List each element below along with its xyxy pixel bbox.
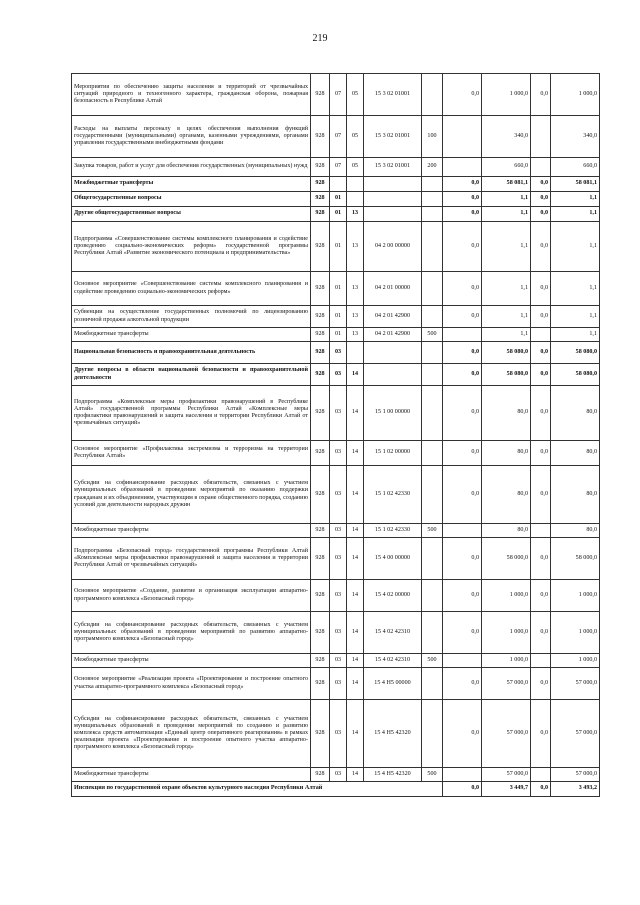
expense-type-cell [422, 192, 443, 207]
amount-4-cell: 80,0 [551, 466, 600, 524]
expense-type-cell [422, 441, 443, 466]
subsection-code-cell [347, 342, 364, 364]
subsection-code-cell [347, 192, 364, 207]
row-description: Основное мероприятие «Совершенствование системы комплексного планирования и содействие проведению социально-экономических реформ» [72, 272, 311, 306]
expense-type-cell: 500 [422, 328, 443, 342]
target-article-cell [364, 342, 422, 364]
amount-2-cell: 660,0 [482, 158, 531, 177]
admin-code-cell: 928 [311, 524, 330, 538]
amount-4-cell: 57 000,0 [551, 768, 600, 782]
amount-1-cell [443, 328, 482, 342]
subsection-code-cell: 14 [347, 654, 364, 668]
amount-2-cell: 1,1 [482, 192, 531, 207]
row-description: Инспекция по государственной охране объектов культурного наследия Республики Алтай [72, 782, 443, 797]
expense-type-cell [422, 342, 443, 364]
table-row-total [72, 782, 600, 797]
target-article-cell: 15 3 02 01001 [364, 158, 422, 177]
table-row [72, 768, 600, 782]
section-code-cell: 03 [330, 342, 347, 364]
admin-code-cell: 928 [311, 74, 330, 116]
subsection-code-cell: 14 [347, 612, 364, 654]
row-description: Основное мероприятие «Создание, развитие и организация эксплуатации аппаратно-программного комплекса «Безопасный город» [72, 580, 311, 612]
section-code-cell: 01 [330, 306, 347, 328]
target-article-cell: 15 4 02 00000 [364, 580, 422, 612]
row-description: Подпрограмма «Безопасный город» государственной программы Республики Алтай «Комплексные меры профилактики правонарушений и защита населения и территории Республики Алтай от чрезвычайных ситуаций» [72, 538, 311, 580]
section-code-cell: 03 [330, 668, 347, 700]
admin-code-cell: 928 [311, 116, 330, 158]
amount-3-cell: 0,0 [531, 668, 551, 700]
subsection-code-cell: 13 [347, 207, 364, 222]
amount-2-cell: 1,1 [482, 328, 531, 342]
table-row [72, 116, 600, 158]
subsection-code-cell: 13 [347, 272, 364, 306]
section-code-cell: 07 [330, 158, 347, 177]
amount-2-cell: 80,0 [482, 466, 531, 524]
table-row [72, 192, 600, 207]
target-article-cell [364, 207, 422, 222]
amount-2-cell: 57 000,0 [482, 768, 531, 782]
amount-4-cell: 3 493,2 [551, 782, 600, 797]
amount-1-cell: 0,0 [443, 192, 482, 207]
subsection-code-cell: 05 [347, 158, 364, 177]
subsection-code-cell [347, 177, 364, 192]
admin-code-cell: 928 [311, 177, 330, 192]
section-code-cell: 03 [330, 524, 347, 538]
table-row [72, 386, 600, 441]
admin-code-cell: 928 [311, 192, 330, 207]
amount-4-cell: 1,1 [551, 207, 600, 222]
amount-4-cell: 1 000,0 [551, 654, 600, 668]
table-row [72, 668, 600, 700]
row-description: Субвенции на осуществление государственных полномочий по лицензированию розничной продажи алкогольной продукции [72, 306, 311, 328]
subsection-code-cell: 14 [347, 538, 364, 580]
row-description: Межбюджетные трансферты [72, 328, 311, 342]
target-article-cell: 15 1 02 42330 [364, 466, 422, 524]
table-row [72, 272, 600, 306]
amount-1-cell: 0,0 [443, 364, 482, 386]
section-code-cell [330, 177, 347, 192]
amount-2-cell: 58 080,0 [482, 342, 531, 364]
subsection-code-cell: 13 [347, 328, 364, 342]
amount-4-cell: 1,1 [551, 272, 600, 306]
table-row [72, 328, 600, 342]
amount-3-cell: 0,0 [531, 342, 551, 364]
amount-3-cell: 0,0 [531, 538, 551, 580]
subsection-code-cell: 05 [347, 74, 364, 116]
table-row [72, 524, 600, 538]
subsection-code-cell: 14 [347, 441, 364, 466]
amount-3-cell: 0,0 [531, 177, 551, 192]
target-article-cell: 15 1 02 00000 [364, 441, 422, 466]
amount-4-cell: 58 080,0 [551, 364, 600, 386]
section-code-cell: 01 [330, 192, 347, 207]
expense-type-cell [422, 272, 443, 306]
row-description: Межбюджетные трансферты [72, 654, 311, 668]
expense-type-cell [422, 612, 443, 654]
amount-1-cell: 0,0 [443, 612, 482, 654]
table-row [72, 74, 600, 116]
target-article-cell [364, 177, 422, 192]
amount-3-cell: 0,0 [531, 612, 551, 654]
admin-code-cell: 928 [311, 328, 330, 342]
section-code-cell: 01 [330, 222, 347, 272]
expense-type-cell [422, 700, 443, 768]
amount-1-cell [443, 768, 482, 782]
amount-1-cell [443, 158, 482, 177]
amount-1-cell: 0,0 [443, 580, 482, 612]
admin-code-cell: 928 [311, 654, 330, 668]
target-article-cell: 15 1 02 42330 [364, 524, 422, 538]
table-row [72, 158, 600, 177]
amount-2-cell: 1 000,0 [482, 74, 531, 116]
expense-type-cell [422, 74, 443, 116]
amount-2-cell: 1,1 [482, 306, 531, 328]
target-article-cell: 15 4 02 42310 [364, 654, 422, 668]
expense-type-cell: 500 [422, 768, 443, 782]
amount-3-cell: 0,0 [531, 74, 551, 116]
subsection-code-cell: 14 [347, 466, 364, 524]
section-code-cell: 03 [330, 768, 347, 782]
target-article-cell: 15 4 00 00000 [364, 538, 422, 580]
row-description: Другие вопросы в области национальной безопасности и правоохранительной деятельности [72, 364, 311, 386]
expense-type-cell: 200 [422, 158, 443, 177]
amount-3-cell: 0,0 [531, 782, 551, 797]
admin-code-cell: 928 [311, 158, 330, 177]
amount-2-cell: 1 000,0 [482, 612, 531, 654]
admin-code-cell: 928 [311, 364, 330, 386]
amount-1-cell: 0,0 [443, 177, 482, 192]
subsection-code-cell: 14 [347, 386, 364, 441]
target-article-cell [364, 364, 422, 386]
amount-4-cell: 57 000,0 [551, 700, 600, 768]
section-code-cell: 07 [330, 116, 347, 158]
expense-type-cell [422, 207, 443, 222]
admin-code-cell: 928 [311, 580, 330, 612]
expense-type-cell [422, 580, 443, 612]
section-code-cell: 03 [330, 466, 347, 524]
admin-code-cell: 928 [311, 342, 330, 364]
amount-4-cell: 1,1 [551, 192, 600, 207]
section-code-cell: 03 [330, 654, 347, 668]
subsection-code-cell: 13 [347, 222, 364, 272]
expense-type-cell [422, 364, 443, 386]
row-description: Закупка товаров, работ и услуг для обеспечения государственных (муниципальных) нужд [72, 158, 311, 177]
amount-3-cell: 0,0 [531, 306, 551, 328]
admin-code-cell: 928 [311, 207, 330, 222]
row-description: Национальная безопасность и правоохранительная деятельность [72, 342, 311, 364]
section-code-cell: 01 [330, 272, 347, 306]
amount-2-cell: 1,1 [482, 207, 531, 222]
amount-4-cell: 80,0 [551, 386, 600, 441]
amount-4-cell: 1 000,0 [551, 612, 600, 654]
target-article-cell: 04 2 01 42900 [364, 328, 422, 342]
table-row [72, 612, 600, 654]
expense-type-cell [422, 386, 443, 441]
subsection-code-cell: 14 [347, 580, 364, 612]
amount-1-cell: 0,0 [443, 342, 482, 364]
target-article-cell: 15 4 H5 42320 [364, 700, 422, 768]
amount-1-cell: 0,0 [443, 538, 482, 580]
amount-2-cell: 58 000,0 [482, 538, 531, 580]
amount-1-cell: 0,0 [443, 700, 482, 768]
admin-code-cell: 928 [311, 272, 330, 306]
amount-2-cell: 80,0 [482, 524, 531, 538]
amount-3-cell [531, 524, 551, 538]
amount-2-cell: 58 081,1 [482, 177, 531, 192]
amount-1-cell [443, 524, 482, 538]
amount-2-cell: 3 449,7 [482, 782, 531, 797]
amount-4-cell: 1 000,0 [551, 580, 600, 612]
amount-1-cell [443, 654, 482, 668]
section-code-cell: 03 [330, 441, 347, 466]
table-row [72, 222, 600, 272]
admin-code-cell: 928 [311, 386, 330, 441]
amount-2-cell: 1,1 [482, 272, 531, 306]
amount-1-cell: 0,0 [443, 668, 482, 700]
amount-3-cell [531, 768, 551, 782]
amount-4-cell: 1,1 [551, 306, 600, 328]
target-article-cell [364, 192, 422, 207]
amount-4-cell: 660,0 [551, 158, 600, 177]
row-description: Основное мероприятие «Реализация проекта «Проектирование и построение опытного участка аппаратно-программного комплекса «Безопасный город» [72, 668, 311, 700]
amount-3-cell [531, 654, 551, 668]
amount-1-cell: 0,0 [443, 74, 482, 116]
table-row [72, 580, 600, 612]
admin-code-cell: 928 [311, 668, 330, 700]
row-description: Общегосударственные вопросы [72, 192, 311, 207]
amount-2-cell: 57 000,0 [482, 700, 531, 768]
target-article-cell: 15 1 00 00000 [364, 386, 422, 441]
expense-type-cell: 100 [422, 116, 443, 158]
amount-1-cell: 0,0 [443, 222, 482, 272]
subsection-code-cell: 13 [347, 306, 364, 328]
section-code-cell: 03 [330, 700, 347, 768]
amount-3-cell: 0,0 [531, 700, 551, 768]
amount-2-cell: 58 080,0 [482, 364, 531, 386]
amount-1-cell: 0,0 [443, 441, 482, 466]
subsection-code-cell: 05 [347, 116, 364, 158]
subsection-code-cell: 14 [347, 768, 364, 782]
amount-3-cell: 0,0 [531, 222, 551, 272]
target-article-cell: 15 4 02 42310 [364, 612, 422, 654]
row-description: Субсидии на софинансирование расходных обязательств, связанных с участием муниципальных образований в проведении мероприятий по оказанию поддержки гражданам и их объединениям, участвующим в охране общественного порядка, созданию условий для деятельности народных дружин [72, 466, 311, 524]
table-row [72, 364, 600, 386]
amount-4-cell: 340,0 [551, 116, 600, 158]
amount-1-cell: 0,0 [443, 272, 482, 306]
row-description: Основное мероприятие «Профилактика экстремизма и терроризма на территории Республики Алтай» [72, 441, 311, 466]
section-code-cell: 03 [330, 386, 347, 441]
expense-type-cell: 500 [422, 524, 443, 538]
expense-type-cell [422, 538, 443, 580]
amount-2-cell: 340,0 [482, 116, 531, 158]
admin-code-cell: 928 [311, 306, 330, 328]
table-row [72, 538, 600, 580]
table-row [72, 177, 600, 192]
amount-2-cell: 57 000,0 [482, 668, 531, 700]
row-description: Мероприятия по обеспечению защиты населения и территорий от чрезвычайных ситуаций природного и техногенного характера, гражданская оборона, пожарная безопасность в Республике Алтай [72, 74, 311, 116]
admin-code-cell: 928 [311, 768, 330, 782]
expense-type-cell [422, 668, 443, 700]
section-code-cell: 01 [330, 207, 347, 222]
amount-1-cell [443, 116, 482, 158]
amount-2-cell: 1,1 [482, 222, 531, 272]
expense-type-cell [422, 466, 443, 524]
table-row [72, 441, 600, 466]
section-code-cell: 03 [330, 538, 347, 580]
amount-4-cell: 1,1 [551, 328, 600, 342]
page-number: 219 [312, 33, 328, 44]
subsection-code-cell: 14 [347, 700, 364, 768]
expense-type-cell [422, 177, 443, 192]
row-description: Подпрограмма «Совершенствование системы комплексного планирования и содействие проведению социально-экономических реформ» государственной программы Республики Алтай «Развитие экономического потенциала и предпринимательства» [72, 222, 311, 272]
amount-3-cell: 0,0 [531, 441, 551, 466]
table-row [72, 654, 600, 668]
target-article-cell: 04 2 00 00000 [364, 222, 422, 272]
row-description: Межбюджетные трансферты [72, 524, 311, 538]
amount-3-cell [531, 116, 551, 158]
target-article-cell: 04 2 01 42900 [364, 306, 422, 328]
amount-4-cell: 58 000,0 [551, 538, 600, 580]
amount-3-cell: 0,0 [531, 466, 551, 524]
table-row [72, 700, 600, 768]
row-description: Расходы на выплаты персоналу в целях обеспечения выполнения функций государственными (муниципальными) органами, казенными учреждениями, органами управления государственными внебюджетными фондами [72, 116, 311, 158]
row-description: Другие общегосударственные вопросы [72, 207, 311, 222]
row-description: Подпрограмма «Комплексные меры профилактики правонарушений в Республике Алтай» государственной программы Республики Алтай «Комплексные меры профилактики правонарушений и защита населения и территории Республики Алтай от чрезвычайных ситуаций» [72, 386, 311, 441]
amount-1-cell: 0,0 [443, 207, 482, 222]
amount-3-cell: 0,0 [531, 386, 551, 441]
expense-type-cell [422, 222, 443, 272]
amount-4-cell: 80,0 [551, 441, 600, 466]
amount-1-cell: 0,0 [443, 466, 482, 524]
table-row [72, 306, 600, 328]
amount-4-cell: 57 000,0 [551, 668, 600, 700]
amount-4-cell: 1,1 [551, 222, 600, 272]
admin-code-cell: 928 [311, 222, 330, 272]
amount-2-cell: 80,0 [482, 441, 531, 466]
target-article-cell: 04 2 01 00000 [364, 272, 422, 306]
amount-3-cell: 0,0 [531, 580, 551, 612]
admin-code-cell: 928 [311, 441, 330, 466]
row-description: Субсидии на софинансирование расходных обязательств, связанных с участием муниципальных образований в проведении мероприятий по развитию аппаратно-программного комплекса «Безопасный город» [72, 612, 311, 654]
amount-4-cell: 1 000,0 [551, 74, 600, 116]
admin-code-cell: 928 [311, 612, 330, 654]
amount-3-cell [531, 328, 551, 342]
expense-type-cell [422, 306, 443, 328]
section-code-cell: 03 [330, 364, 347, 386]
admin-code-cell: 928 [311, 700, 330, 768]
amount-3-cell: 0,0 [531, 364, 551, 386]
admin-code-cell: 928 [311, 538, 330, 580]
admin-code-cell: 928 [311, 466, 330, 524]
amount-2-cell: 80,0 [482, 386, 531, 441]
amount-4-cell: 58 080,0 [551, 342, 600, 364]
subsection-code-cell: 14 [347, 364, 364, 386]
target-article-cell: 15 4 H5 00000 [364, 668, 422, 700]
amount-3-cell [531, 158, 551, 177]
row-description: Межбюджетные трансферты [72, 768, 311, 782]
amount-3-cell: 0,0 [531, 192, 551, 207]
amount-1-cell: 0,0 [443, 386, 482, 441]
row-description: Субсидии на софинансирование расходных обязательств, связанных с участием муниципальных образований в проведении мероприятий по созданию и развитию комплекса средств автоматизации «Единый центр оперативного реагирования» в рамках реализации проекта «Проектирование и построение опытного участка аппаратно-программного комплекса «Безопасный город» [72, 700, 311, 768]
section-code-cell: 07 [330, 74, 347, 116]
amount-4-cell: 58 081,1 [551, 177, 600, 192]
amount-3-cell: 0,0 [531, 272, 551, 306]
section-code-cell: 01 [330, 328, 347, 342]
target-article-cell: 15 3 02 01001 [364, 116, 422, 158]
section-code-cell: 03 [330, 580, 347, 612]
amount-2-cell: 1 000,0 [482, 580, 531, 612]
subsection-code-cell: 14 [347, 668, 364, 700]
table-row [72, 466, 600, 524]
table-row [72, 342, 600, 364]
amount-1-cell: 0,0 [443, 306, 482, 328]
amount-3-cell: 0,0 [531, 207, 551, 222]
budget-table [71, 73, 600, 797]
amount-1-cell: 0,0 [443, 782, 482, 797]
target-article-cell: 15 4 H5 42320 [364, 768, 422, 782]
table-row [72, 207, 600, 222]
row-description: Межбюджетные трансферты [72, 177, 311, 192]
expense-type-cell: 500 [422, 654, 443, 668]
target-article-cell: 15 3 02 01001 [364, 74, 422, 116]
subsection-code-cell: 14 [347, 524, 364, 538]
amount-2-cell: 1 000,0 [482, 654, 531, 668]
amount-4-cell: 80,0 [551, 524, 600, 538]
section-code-cell: 03 [330, 612, 347, 654]
